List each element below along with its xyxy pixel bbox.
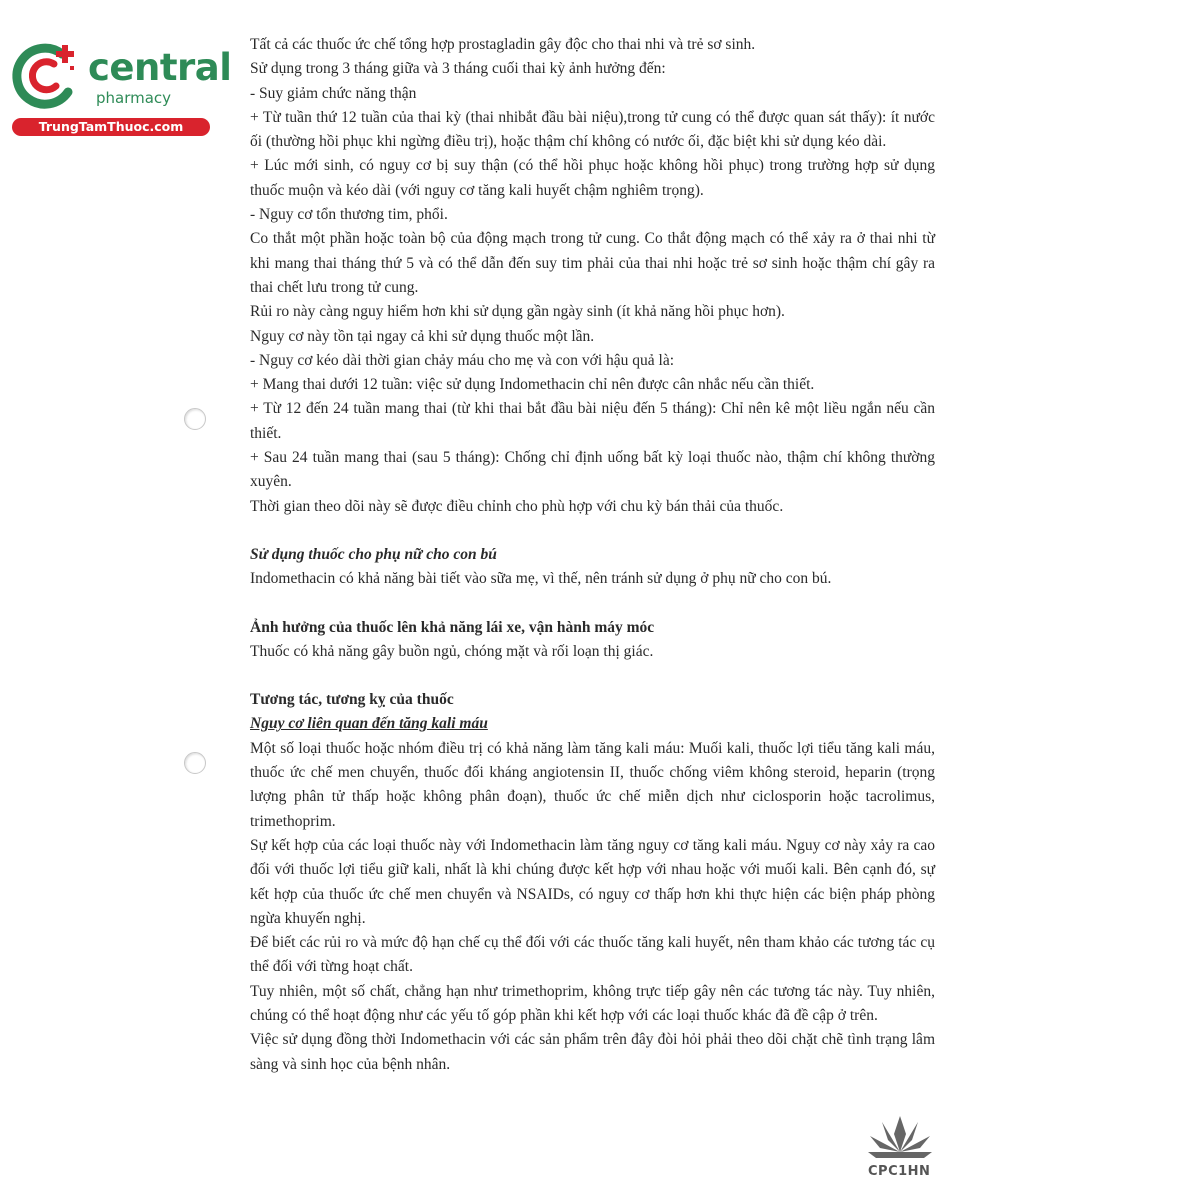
body-line: - Suy giảm chức năng thận [250,84,417,102]
body-line: Tất cả các thuốc ức chế tổng hợp prostagladin gây độc cho thai nhi và trẻ sơ sinh. [250,36,756,53]
driving-text: Thuốc có khả năng gây buồn ngủ, chóng mặt và rối loạn thị giác. [250,642,654,660]
punch-hole [184,408,206,430]
body-line: Thời gian theo dõi này sẽ được điều chỉnh cho phù hợp với chu kỳ bán thải của thuốc. [250,497,784,515]
body-line: + Từ tuần thứ 12 tuần của thai kỳ (thai nhibắt đầu bài niệu),trong tử cung có thể được quan sát thấy): ít nước ối (thường hồi phục khi ngừng điều trị), hoặc thậm chí không có nước ối, đặc biệt khi sử dụng kéo dài. [250,108,935,151]
interactions-paragraph: Sự kết hợp của các loại thuốc này với Indomethacin làm tăng nguy cơ tăng kali máu. Nguy cơ này xảy ra cao đối với thuốc lợi tiểu giữ kali, nhất là khi chúng được kết hợp với nhau hoặc với muối kali. Bên cạnh đó, sự kết hợp của thuốc ức chế men chuyển và NSAIDs, có nguy cơ thấp hơn khi thực hiện các biện pháp phòng ngừa khuyến nghị. [250,836,935,927]
lactation-text: Indomethacin có khả năng bài tiết vào sữa mẹ, vì thế, nên tránh sử dụng ở phụ nữ cho con bú. [250,570,832,588]
lactation-heading: Sử dụng thuốc cho phụ nữ cho con bú [250,545,497,563]
interactions-paragraph: Tuy nhiên, một số chất, chẳng hạn như trimethoprim, không trực tiếp gây nên các tương tác này. Tuy nhiên, chúng có thể hoạt động như các yếu tố góp phần khi kết hợp với các loại thuốc khác đã đề cập ở trên. [250,982,935,1024]
interactions-subheading: Nguy cơ liên quan đến tăng kali máu [250,715,488,733]
interactions-paragraph: Để biết các rủi ro và mức độ hạn chế cụ thể đối với các thuốc tăng kali huyết, nên tham khảo các tương tác cụ thể đối với từng hoạt chất. [250,934,935,976]
body-line: Rủi ro này càng nguy hiểm hơn khi sử dụng gần ngày sinh (ít khả năng hồi phục hơn). [250,303,785,321]
pharmacy-cross-logo-icon [10,40,82,112]
body-line: Co thắt một phần hoặc toàn bộ của động mạch trong tử cung. Co thắt động mạch có thể xảy ra ở thai nhi từ khi mang thai tháng thứ 5 và có thể dẫn đến suy tim phải của thai nhi hoặc trẻ sơ sinh hoặc thậm chí gây ra thai chết lưu trong tử cung. [250,230,935,296]
interactions-paragraph: Việc sử dụng đồng thời Indomethacin với các sản phẩm trên đây đòi hỏi phải theo dõi chặt chẽ tình trạng lâm sàng và sinh học của bệnh nhân. [250,1031,935,1073]
cpc1hn-logo-text: CPC1HN [868,1164,931,1179]
body-line: Sử dụng trong 3 tháng giữa và 3 tháng cuối thai kỳ ảnh hưởng đến: [250,60,666,78]
body-line: - Nguy cơ kéo dài thời gian chảy máu cho mẹ và con với hậu quả là: [250,351,675,369]
cpc1hn-logo-icon [862,1112,938,1192]
interactions-heading: Tương tác, tương kỵ của thuốc [250,691,454,709]
body-line: Nguy cơ này tồn tại ngay cả khi sử dụng thuốc một lần. [250,327,595,345]
body-line: - Nguy cơ tổn thương tim, phổi. [250,206,448,224]
logo-brand-text: central [88,46,232,89]
document-body [250,33,935,1077]
central-pharmacy-logo[interactable] [10,36,232,136]
punch-hole [184,752,206,774]
body-line: + Lúc mới sinh, có nguy cơ bị suy thận (có thể hồi phục hoặc không hồi phục) trong trường hợp sử dụng thuốc muộn và kéo dài (với nguy cơ tăng kali huyết chậm nghiêm trọng). [250,157,935,199]
body-line: + Từ 12 đến 24 tuần mang thai (từ khi thai bắt đầu bài niệu đến 5 tháng): Chỉ nên kê một liều ngắn nếu cần thiết. [250,400,935,442]
driving-heading: Ảnh hưởng của thuốc lên khả năng lái xe, vận hành máy móc [250,618,655,636]
interactions-paragraph: Một số loại thuốc hoặc nhóm điều trị có khả năng làm tăng kali máu: Muối kali, thuốc lợi tiểu tăng kali máu, thuốc ức chế men chuyển, thuốc đối kháng angiotensin II, thuốc chống viêm không steroid, heparin (trọng lượng phân tử thấp hoặc không phân đoạn), thuốc ức chế miễn dịch như ciclosporin hoặc tacrolimus, trimethoprim. [250,739,935,830]
logo-url-badge[interactable]: TrungTamThuoc.com [12,118,210,136]
body-line: + Sau 24 tuần mang thai (sau 5 tháng): Chống chỉ định uống bất kỳ loại thuốc nào, thậm chí không thường xuyên. [250,449,935,491]
body-line: + Mang thai dưới 12 tuần: việc sử dụng Indomethacin chỉ nên được cân nhắc nếu cần thiết. [250,376,815,394]
logo-sub-text: pharmacy [96,89,172,107]
